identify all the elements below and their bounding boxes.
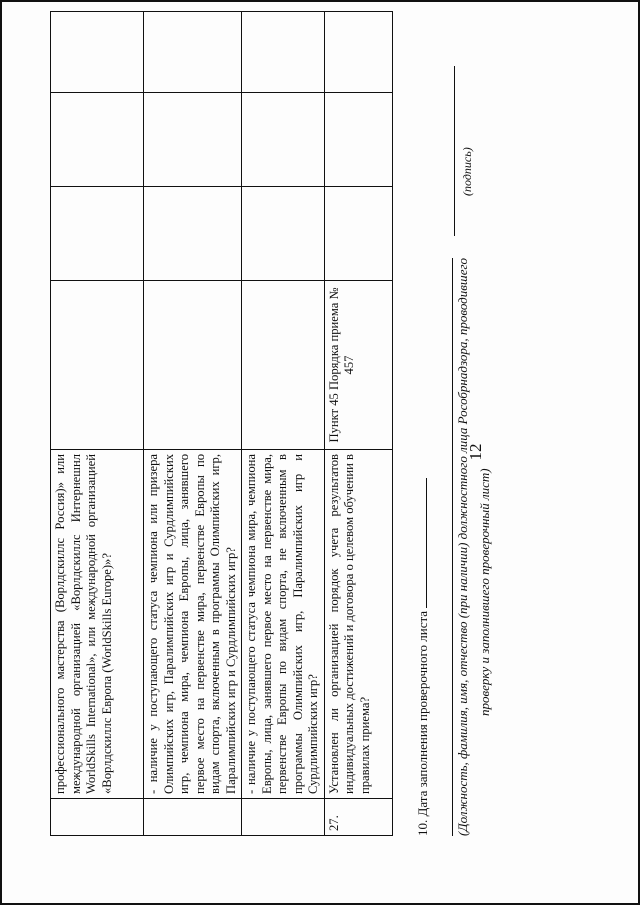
note-cell — [324, 12, 392, 93]
signature-line — [438, 66, 474, 236]
page-number: 12 — [466, 443, 485, 461]
answer-cell — [144, 187, 242, 281]
signature-caption: (подпись) — [460, 147, 474, 196]
table-row — [242, 12, 325, 836]
rotated-content — [50, 76, 590, 836]
row-number — [242, 799, 325, 836]
reference-cell — [51, 281, 144, 450]
answer-cell — [51, 187, 144, 281]
note-cell — [242, 12, 325, 93]
row-number — [144, 799, 242, 836]
checklist-table — [50, 11, 393, 836]
answer-cell — [51, 93, 144, 187]
official-caption-line2: проверку и заполнившего проверочный лист) — [477, 468, 492, 716]
question-cell: - наличие у поступающего статуса чемпиона или призера Олимпийских игр, Паралимпийских игр и Сурдлимпийских игр, чемпиона мира, чемпиона Европы, лица, занявшего первое место на первенстве мира, первенстве Европы по видам спорта, включенным в программы Олимпийских игр, Паралимпийских игр и Сурдлимпийских игр? — [144, 450, 242, 799]
question-cell: профессионального мастерства (Ворлдскиллс Россия)» или международной организацией «Ворлдскиллс Интернешнл WorldSkills International», или международной организацией «Ворлдскиллс Европа (WorldSkills Europe)»? — [51, 450, 144, 799]
fill-date-line — [415, 416, 431, 836]
table-row — [324, 12, 392, 836]
fill-date-blank — [415, 478, 427, 608]
answer-cell — [242, 93, 325, 187]
question-cell: - наличие у поступающего статуса чемпиона мира, чемпиона Европы, лица, занявшего первое место на первенстве мира, первенстве Европы по видам спорта, не включенным в программы Олимпийских игр, Паралимпийских игр и Сурдлимпийских игр? — [242, 450, 325, 799]
row-number — [51, 799, 144, 836]
row-number: 27. — [324, 799, 392, 836]
reference-cell — [242, 281, 325, 450]
answer-cell — [242, 187, 325, 281]
reference-cell — [144, 281, 242, 450]
fill-date-label: 10. Дата заполнения проверочного листа — [415, 610, 430, 836]
answer-cell — [324, 93, 392, 187]
note-cell — [144, 12, 242, 93]
table-row — [144, 12, 242, 836]
answer-cell — [144, 93, 242, 187]
question-cell: Установлен ли организацией порядок учета результатов индивидуальных достижений и договора о целевом обучении в правилах приема? — [324, 450, 392, 799]
note-cell — [51, 12, 144, 93]
answer-cell — [324, 187, 392, 281]
reference-cell: Пункт 45 Порядка приема № 457 — [324, 281, 392, 450]
official-caption-line1: (Должность, фамилия, имя, отчество (при наличии) должностного лица Рособрнадзора, проводившего — [452, 258, 471, 836]
table-row — [51, 12, 144, 836]
